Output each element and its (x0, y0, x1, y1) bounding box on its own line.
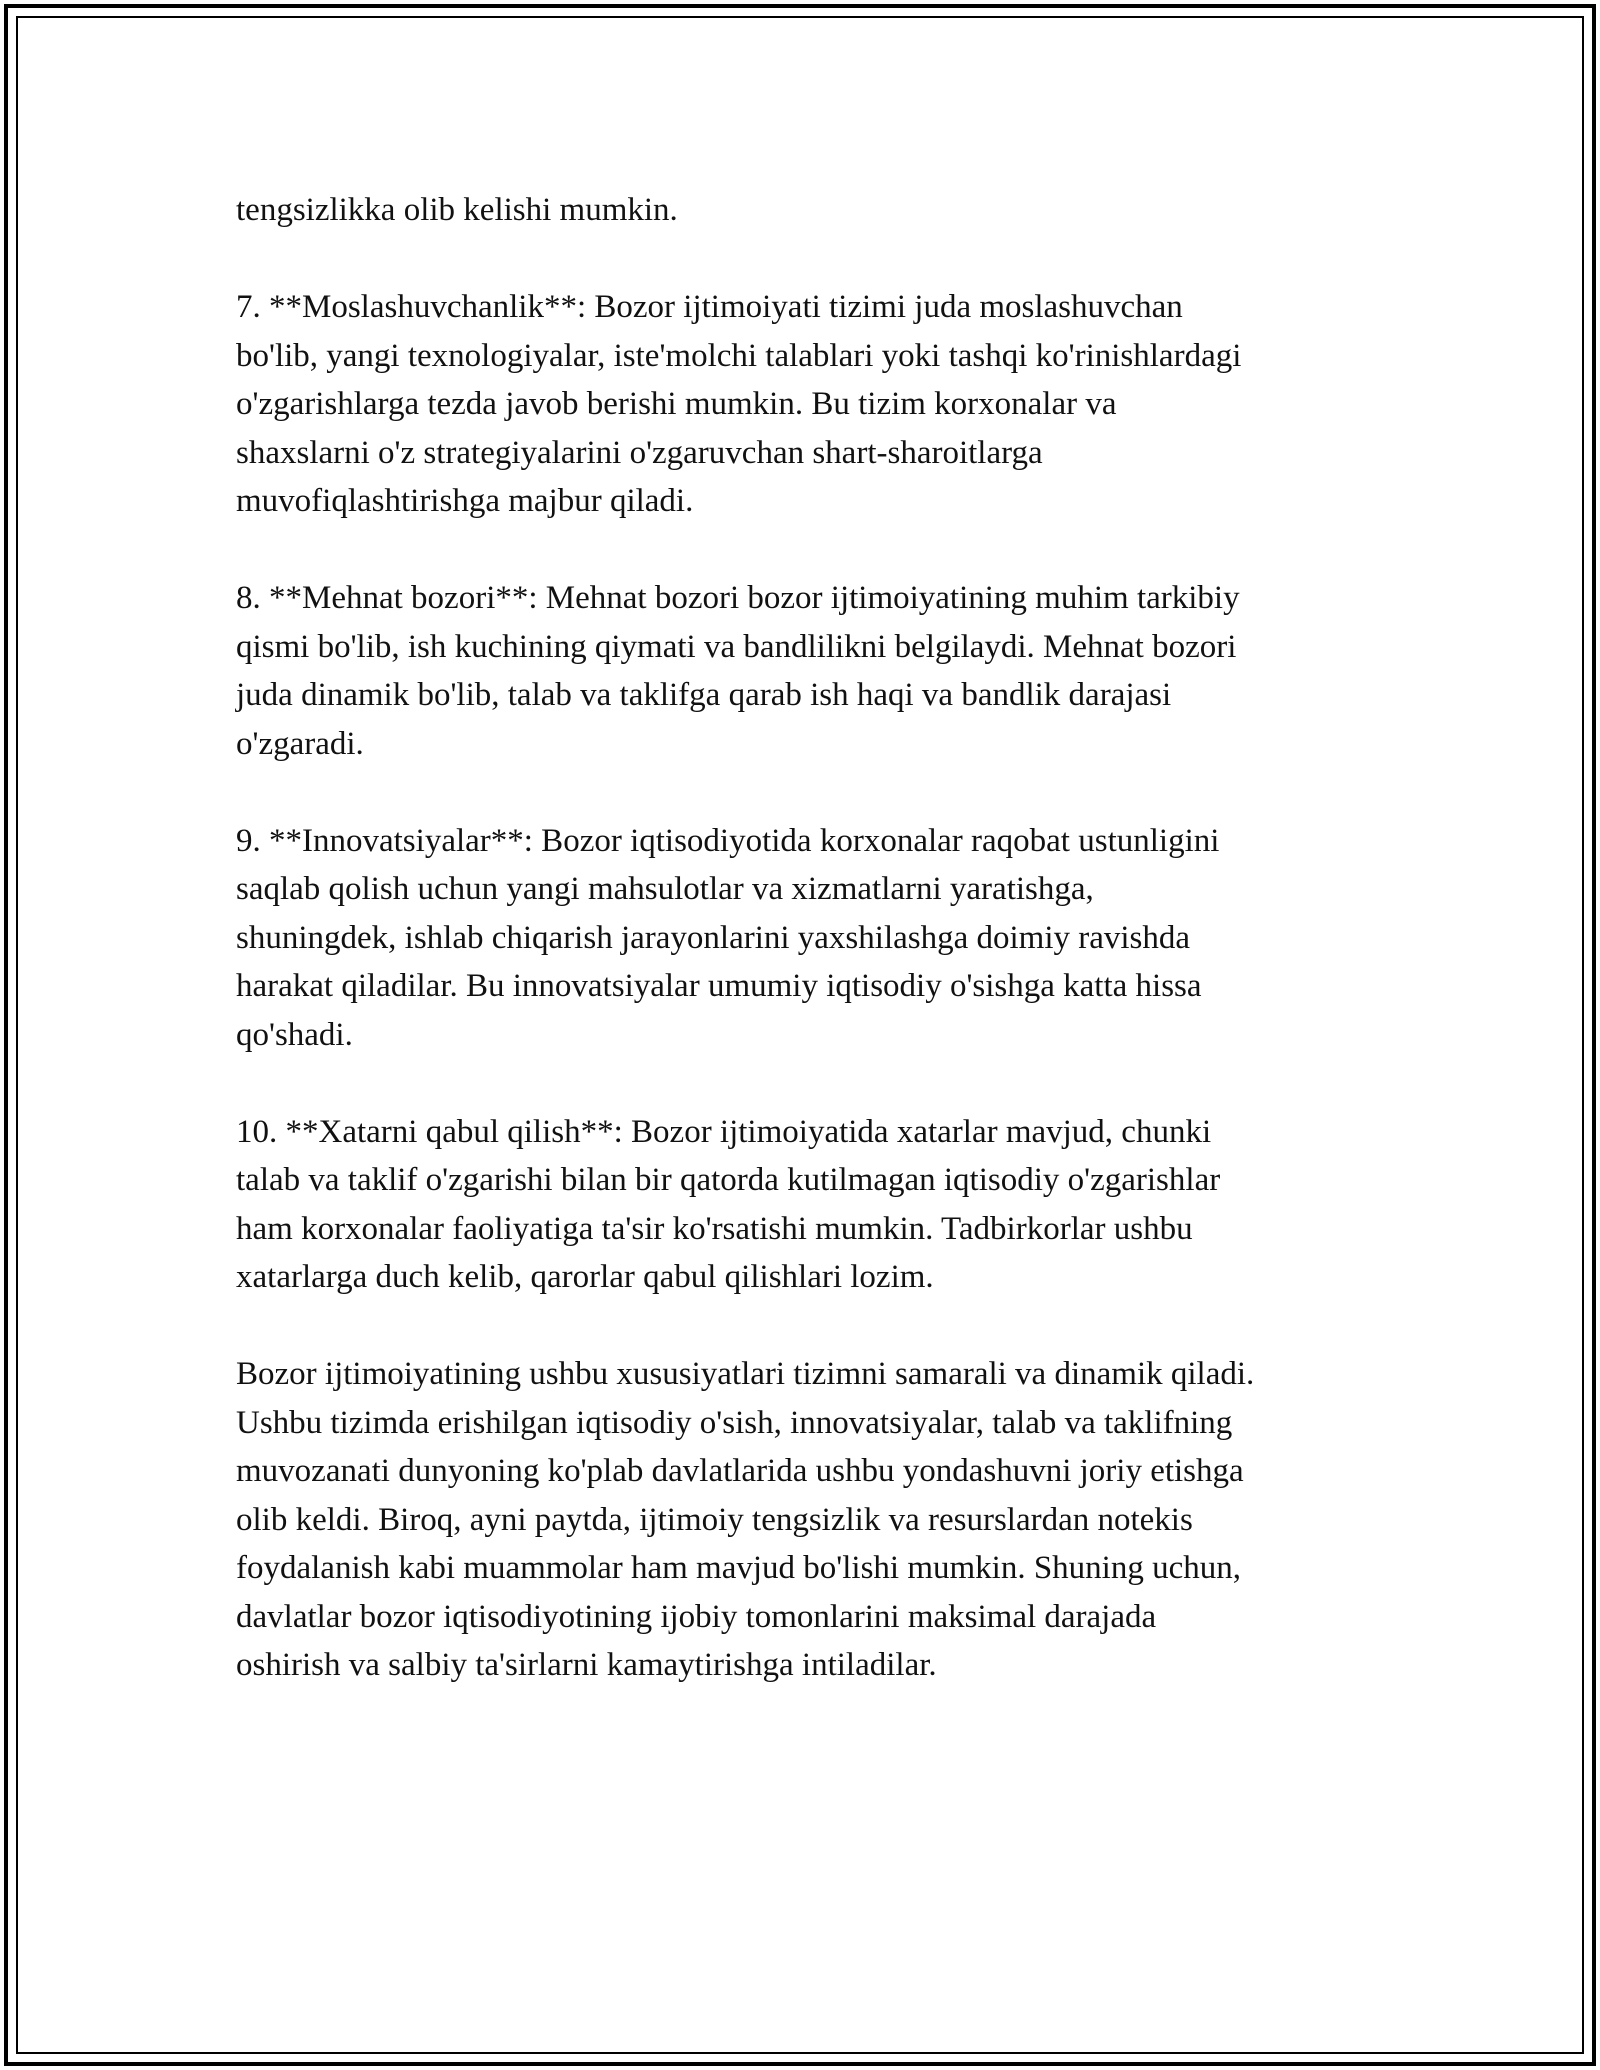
paragraph-item-9: 9. **Innovatsiyalar**: Bozor iqtisodiyotida korxonalar raqobat ustunligini saqlab qolish uchun yangi mahsulotlar va xizmatlarni yaratishga, shuningdek, ishlab chiqarish jarayonlarini yaxshilashga doimiy ravishda harakat qiladilar. Bu innovatsiyalar umumiy iqtisodiy o'sishga katta hissa qo'shadi. (236, 822, 1220, 1053)
document-body (236, 186, 1384, 1738)
paragraph-continuation: tengsizlikka olib kelishi mumkin. (236, 192, 678, 228)
paragraph-item-7: 7. **Moslashuvchanlik**: Bozor ijtimoiyati tizimi juda moslashuvchan bo'lib, yangi texnologiyalar, iste'molchi talablari yoki tashqi ko'rinishlardagi o'zgarishlarga tezda javob berishi mumkin. Bu tizim korxonalar va shaxslarni o'z strategiyalarini o'zgaruvchan shart-sharoitlarga muvofiqlashtirishga majbur qiladi. (236, 289, 1242, 519)
paragraph-item-8: 8. **Mehnat bozori**: Mehnat bozori bozor ijtimoiyatining muhim tarkibiy qismi bo'lib, ish kuchining qiymati va bandlilikni belgilaydi. Mehnat bozori juda dinamik bo'lib, talab va taklifga qarab ish haqi va bandlik darajasi o'zgaradi. (236, 580, 1240, 762)
paragraph-conclusion: Bozor ijtimoiyatining ushbu xususiyatlari tizimni samarali va dinamik qiladi. Ushbu tizimda erishilgan iqtisodiy o'sish, innovatsiyalar, talab va taklifning muvozanati dunyoning ko'plab davlatlarida ushbu yondashuvni joriy etishga olib keldi. Biroq, ayni paytda, ijtimoiy tengsizlik va resurslardan notekis foydalanish kabi muammolar ham mavjud bo'lishi mumkin. Shuning uchun, davlatlar bozor iqtisodiyotining ijobiy tomonlarini maksimal darajada oshirish va salbiy ta'sirlarni kamaytirishga intiladilar. (236, 1356, 1255, 1683)
paragraph-item-10: 10. **Xatarni qabul qilish**: Bozor ijtimoiyatida xatarlar mavjud, chunki talab va taklif o'zgarishi bilan bir qatorda kutilmagan iqtisodiy o'zgarishlar ham korxonalar faoliyatiga ta'sir ko'rsatishi mumkin. Tadbirkorlar ushbu xatarlarga duch kelib, qarorlar qabul qilishlari lozim. (236, 1113, 1221, 1295)
